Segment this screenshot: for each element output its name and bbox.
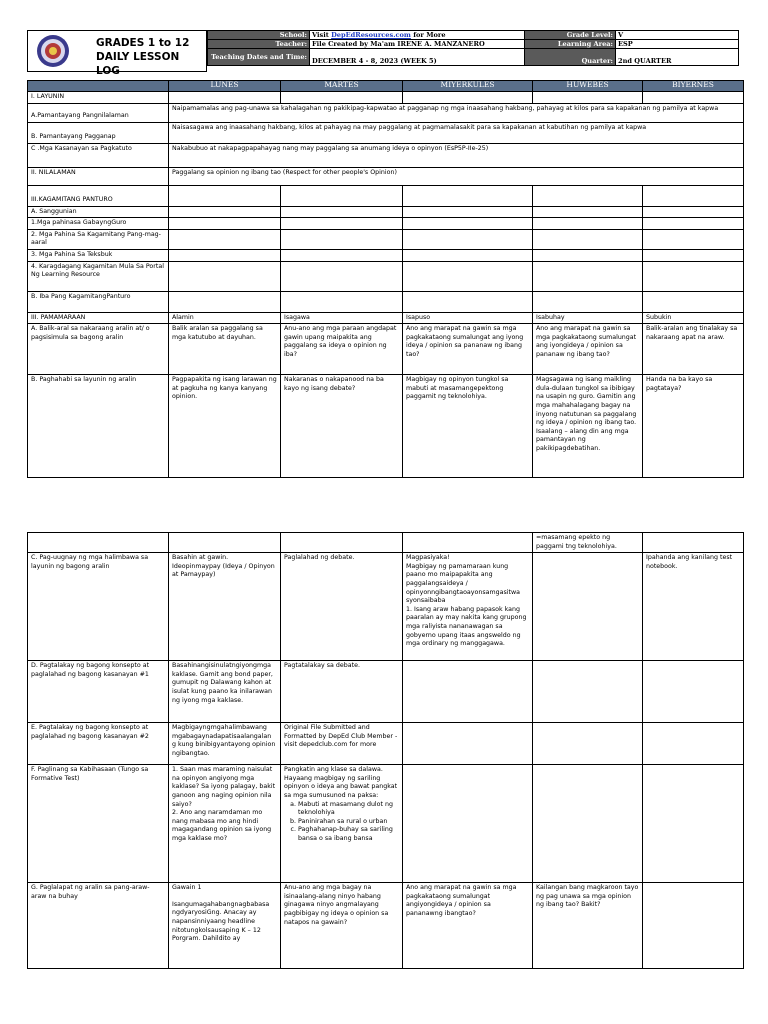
row-label: F. Paglinang sa Kabihasaan (Tungo sa Formative Test) <box>28 765 169 883</box>
cell: Handa na ba kayo sa pagtataya? <box>643 375 744 478</box>
cell-line: Pangkatin ang klase sa dalawa. Hayaang magbigay ng sariling opinyon o ideya ang bawat pangkat sa mga sumusunod na paksa: <box>284 766 398 799</box>
cell: Pagtatalakay sa debate. <box>281 661 403 723</box>
cell-line: Magpasiyaka! <box>406 554 450 562</box>
cell: Magsagawa ng isang maikling dula-dulaan tungkol sa ibibigay na usapin ng guro. Gamitin ang mga mahahalagang bagay na inyong natutunan sa paggalang ng ideya / opinion ng ibang tao. Isaalang – alang din ang mga pamantayan ng pakikipagdebatihan. <box>533 375 643 478</box>
row-content: Naisasagawa ang inaasahang hakbang, kilos at pahayag na may paggalang at pagmamalasakit para sa kapakanan at kabutihan ng pamilya at kapwa <box>169 122 744 143</box>
cell: Paglalahad ng debate. <box>281 553 403 661</box>
school-label: School: <box>208 31 310 40</box>
cell-line: 1. Saan mas maraming naisulat na opinyon angiyong mga kaklase? Sa iyong palagay, bakit ganoon ang naging opinion nila saiyo? <box>172 766 276 808</box>
row-label: C .Mga Kasanayan sa Pagkatuto <box>28 143 169 167</box>
kagamitan-heading: III.KAGAMITANG PANTURO <box>28 185 169 206</box>
cell: Anu-ano ang mga bagay na isinaalang-alang ninyo habang ginagawa ninyo angmalayang pagbibigay ng ideya o opinion sa natapos na gawain? <box>281 883 403 969</box>
phase-label: Alamin <box>169 312 281 324</box>
blank-header <box>28 81 169 92</box>
area-value: ESP <box>616 40 739 49</box>
cell: Ano ang marapat na gawin sa mga pagkakataong sumalungat angiyongideya / opinion sa pananawng ibangtao? <box>403 883 533 969</box>
resource-row-label: B. Iba Pang KagamitangPanturo <box>28 291 169 312</box>
sanggunian-label: A. Sanggunian <box>28 206 169 218</box>
teacher-label: Teacher: <box>208 40 310 49</box>
list-item: b. Paninirahan sa rural o urban <box>298 818 399 827</box>
cell <box>281 765 403 883</box>
cell <box>403 553 533 661</box>
paksa-list <box>284 801 399 844</box>
row-label: C. Pag-uugnay ng mga halimbawa sa layunin ng bagong aralin <box>28 553 169 661</box>
list-item: c. Paghahanap-buhay sa sariling bansa o sa ibang bansa <box>298 826 399 843</box>
teacher-value: File Created by Ma'am IRENE A. MANZANERO <box>310 40 525 49</box>
phase-label: Isabuhay <box>533 312 643 324</box>
row-label: A.Pamantayang Pangnilalaman <box>28 103 169 122</box>
cell-line: 1. Isang araw habang papasok kang paaralan ay may nakita kang grupong mga raliyista nananawagan sa gobyerno upang itaas angsweldo ng mga ordinary ng manggagawa. <box>406 605 527 648</box>
day-header: MIYERKULES <box>403 81 533 92</box>
phase-label: Isapuso <box>403 312 533 324</box>
row-label: E. Pagtalakay ng bagong konsepto at paglalahad ng bagong kasanayan #2 <box>28 723 169 765</box>
dates-value: DECEMBER 4 - 8, 2023 (WEEK 5) <box>310 49 525 66</box>
row-label: B. Paghahabi sa layunin ng aralin <box>28 375 169 478</box>
header-info-table <box>207 30 739 66</box>
resource-row-label: 2. Mga Pahina Sa Kagamitang Pang-mag-aaral <box>28 229 169 249</box>
title-line2: DAILY LESSON LOG <box>96 51 180 77</box>
lesson-log-table-2 <box>27 532 744 969</box>
row-content: Paggalang sa opinion ng ibang tao (Respect for other people's Opinion) <box>169 167 744 185</box>
cell-line: Isangumagahabangnagbabasa ngdyaryosiGng. Anacay ay napansinniyaang headline nitotungkolsausaping K – 12 Porgram. Dahildito ay <box>172 900 270 943</box>
day-header: BIYERNES <box>643 81 744 92</box>
area-label: Learning Area: <box>525 40 616 49</box>
row-label: G. Paglalapat ng aralin sa pang-araw-araw na buhay <box>28 883 169 969</box>
cell-line: 2. Ano ang naramdaman mo nang mabasa mo ang hindi magagandang opinion sa iyong mga kaklase mo? <box>172 809 272 842</box>
cell: Balik-aralan ang tinalakay sa nakaraang apat na araw. <box>643 324 744 375</box>
cell-line: Gawain 1 <box>172 884 202 892</box>
row-label: D. Pagtalakay ng bagong konsepto at paglalahad ng bagong kasanayan #1 <box>28 661 169 723</box>
pamamaraan-heading: III. PAMAMARAAN <box>28 312 169 324</box>
cell: Balik aralan sa paggalang sa mga katutubo at dayuhan. <box>169 324 281 375</box>
cell: Anu-ano ang mga paraan angdapat gawin upang maipakita ang paggalang sa ideya o opinion ng iba? <box>281 324 403 375</box>
cell: Ano ang marapat na gawin sa mga pagkakataong sumalungat ang iyong ideya / opinion sa pananaw ng ibang tao? <box>403 324 533 375</box>
cell-line: Magbigay ng pamamaraan kung paano mo maipapakita ang paggalangsaideya / opinyonngibangtaoayonsamgasitwa syonsaibaba <box>406 562 520 605</box>
document-title <box>96 36 206 78</box>
deped-seal-icon <box>36 34 70 68</box>
day-header: LUNES <box>169 81 281 92</box>
phase-label: Isagawa <box>281 312 403 324</box>
cell: Magbigayngmgahalimbawang mgabagaynadapatisaalangalan g kung binibigyantayong opinion ngibangtao. <box>169 723 281 765</box>
phase-label: Subukin <box>643 312 744 324</box>
cell: Basahinangisinulatngiyongmga kaklase. Gamit ang bond paper, gumupit ng Dalawang kahon at isulat kung paano ka inilarawan ng iyong mga kaklase. <box>169 661 281 723</box>
list-item: a. Mabuti at masamang dulot ng teknolohiya <box>298 801 399 818</box>
row-label: B. Pamantayang Pagganap <box>28 122 169 143</box>
cell: Original File Submitted and Formatted by DepEd Club Member - visit depedclub.com for more <box>281 723 403 765</box>
cell: Kailangan bang magkaroon tayo ng pag unawa sa mga opinion ng ibang tao? Bakit? <box>533 883 643 969</box>
continued-cell: =masamang epekto ng paggami tng teknolohiya. <box>533 533 643 553</box>
cell <box>533 553 643 661</box>
day-header: HUWEBES <box>533 81 643 92</box>
cell <box>169 883 281 969</box>
dates-label: Teaching Dates and Time: <box>208 49 310 66</box>
resource-row-label: 3. Mga Pahina Sa Teksbuk <box>28 249 169 261</box>
title-line1: GRADES 1 to 12 <box>96 37 190 49</box>
header <box>27 30 743 77</box>
cell: Ano ang marapat na gawin sa mga pagkakataong sumalungat ang iyongideya / opinion sa pananaw ng ibang tao? <box>533 324 643 375</box>
cell: Pagpapakita ng isang larawan ng at pagkuha ng kanya kanyang opinion. <box>169 375 281 478</box>
row-content: Nakabubuo at nakapagpapahayag nang may paggalang sa anumang ideya o opinyon (EsP5P-IIe-25) <box>169 143 744 167</box>
row-label: II. NILALAMAN <box>28 167 169 185</box>
day-header: MARTES <box>281 81 403 92</box>
cell: Basahin at gawin. Ideopinmaypay (Ideya / Opinyon at Pamaypay) <box>169 553 281 661</box>
deped-resources-link[interactable]: DepEdResources.com <box>331 31 411 39</box>
grade-value: V <box>616 31 739 40</box>
layunin-heading: I. LAYUNIN <box>28 92 169 104</box>
cell: Ipahanda ang kanilang test notebook. <box>643 553 744 661</box>
row-label: A. Balik-aral sa nakaraang aralin at/ o pagsisimula sa bagong aralin <box>28 324 169 375</box>
school-value: Visit DepEdResources.com for More <box>310 31 525 40</box>
row-content: Naipamamalas ang pag-unawa sa kahalagahan ng pakikipag-kapwatao at pagganap ng mga inaasahang hakbang, pahayag at kilos para sa kapakanan ng pamilya at kapwa <box>169 103 744 122</box>
quarter-label: Quarter: <box>525 49 616 66</box>
lesson-log-table-1 <box>27 80 744 478</box>
quarter-value: 2nd QUARTER <box>616 49 739 66</box>
cell: Magbigay ng opinyon tungkol sa mabuti at masamangepektong paggamit ng teknolohiya. <box>403 375 533 478</box>
resource-row-label: 4. Karagdagang Kagamitan Mula Sa Portal Ng Learning Resource <box>28 261 169 291</box>
cell: Nakaranas o nakapanood na ba kayo ng isang debate? <box>281 375 403 478</box>
resource-row-label: 1.Mga pahinasa GabayngGuro <box>28 218 169 230</box>
title-box <box>27 30 207 77</box>
cell <box>169 765 281 883</box>
grade-label: Grade Level: <box>525 31 616 40</box>
